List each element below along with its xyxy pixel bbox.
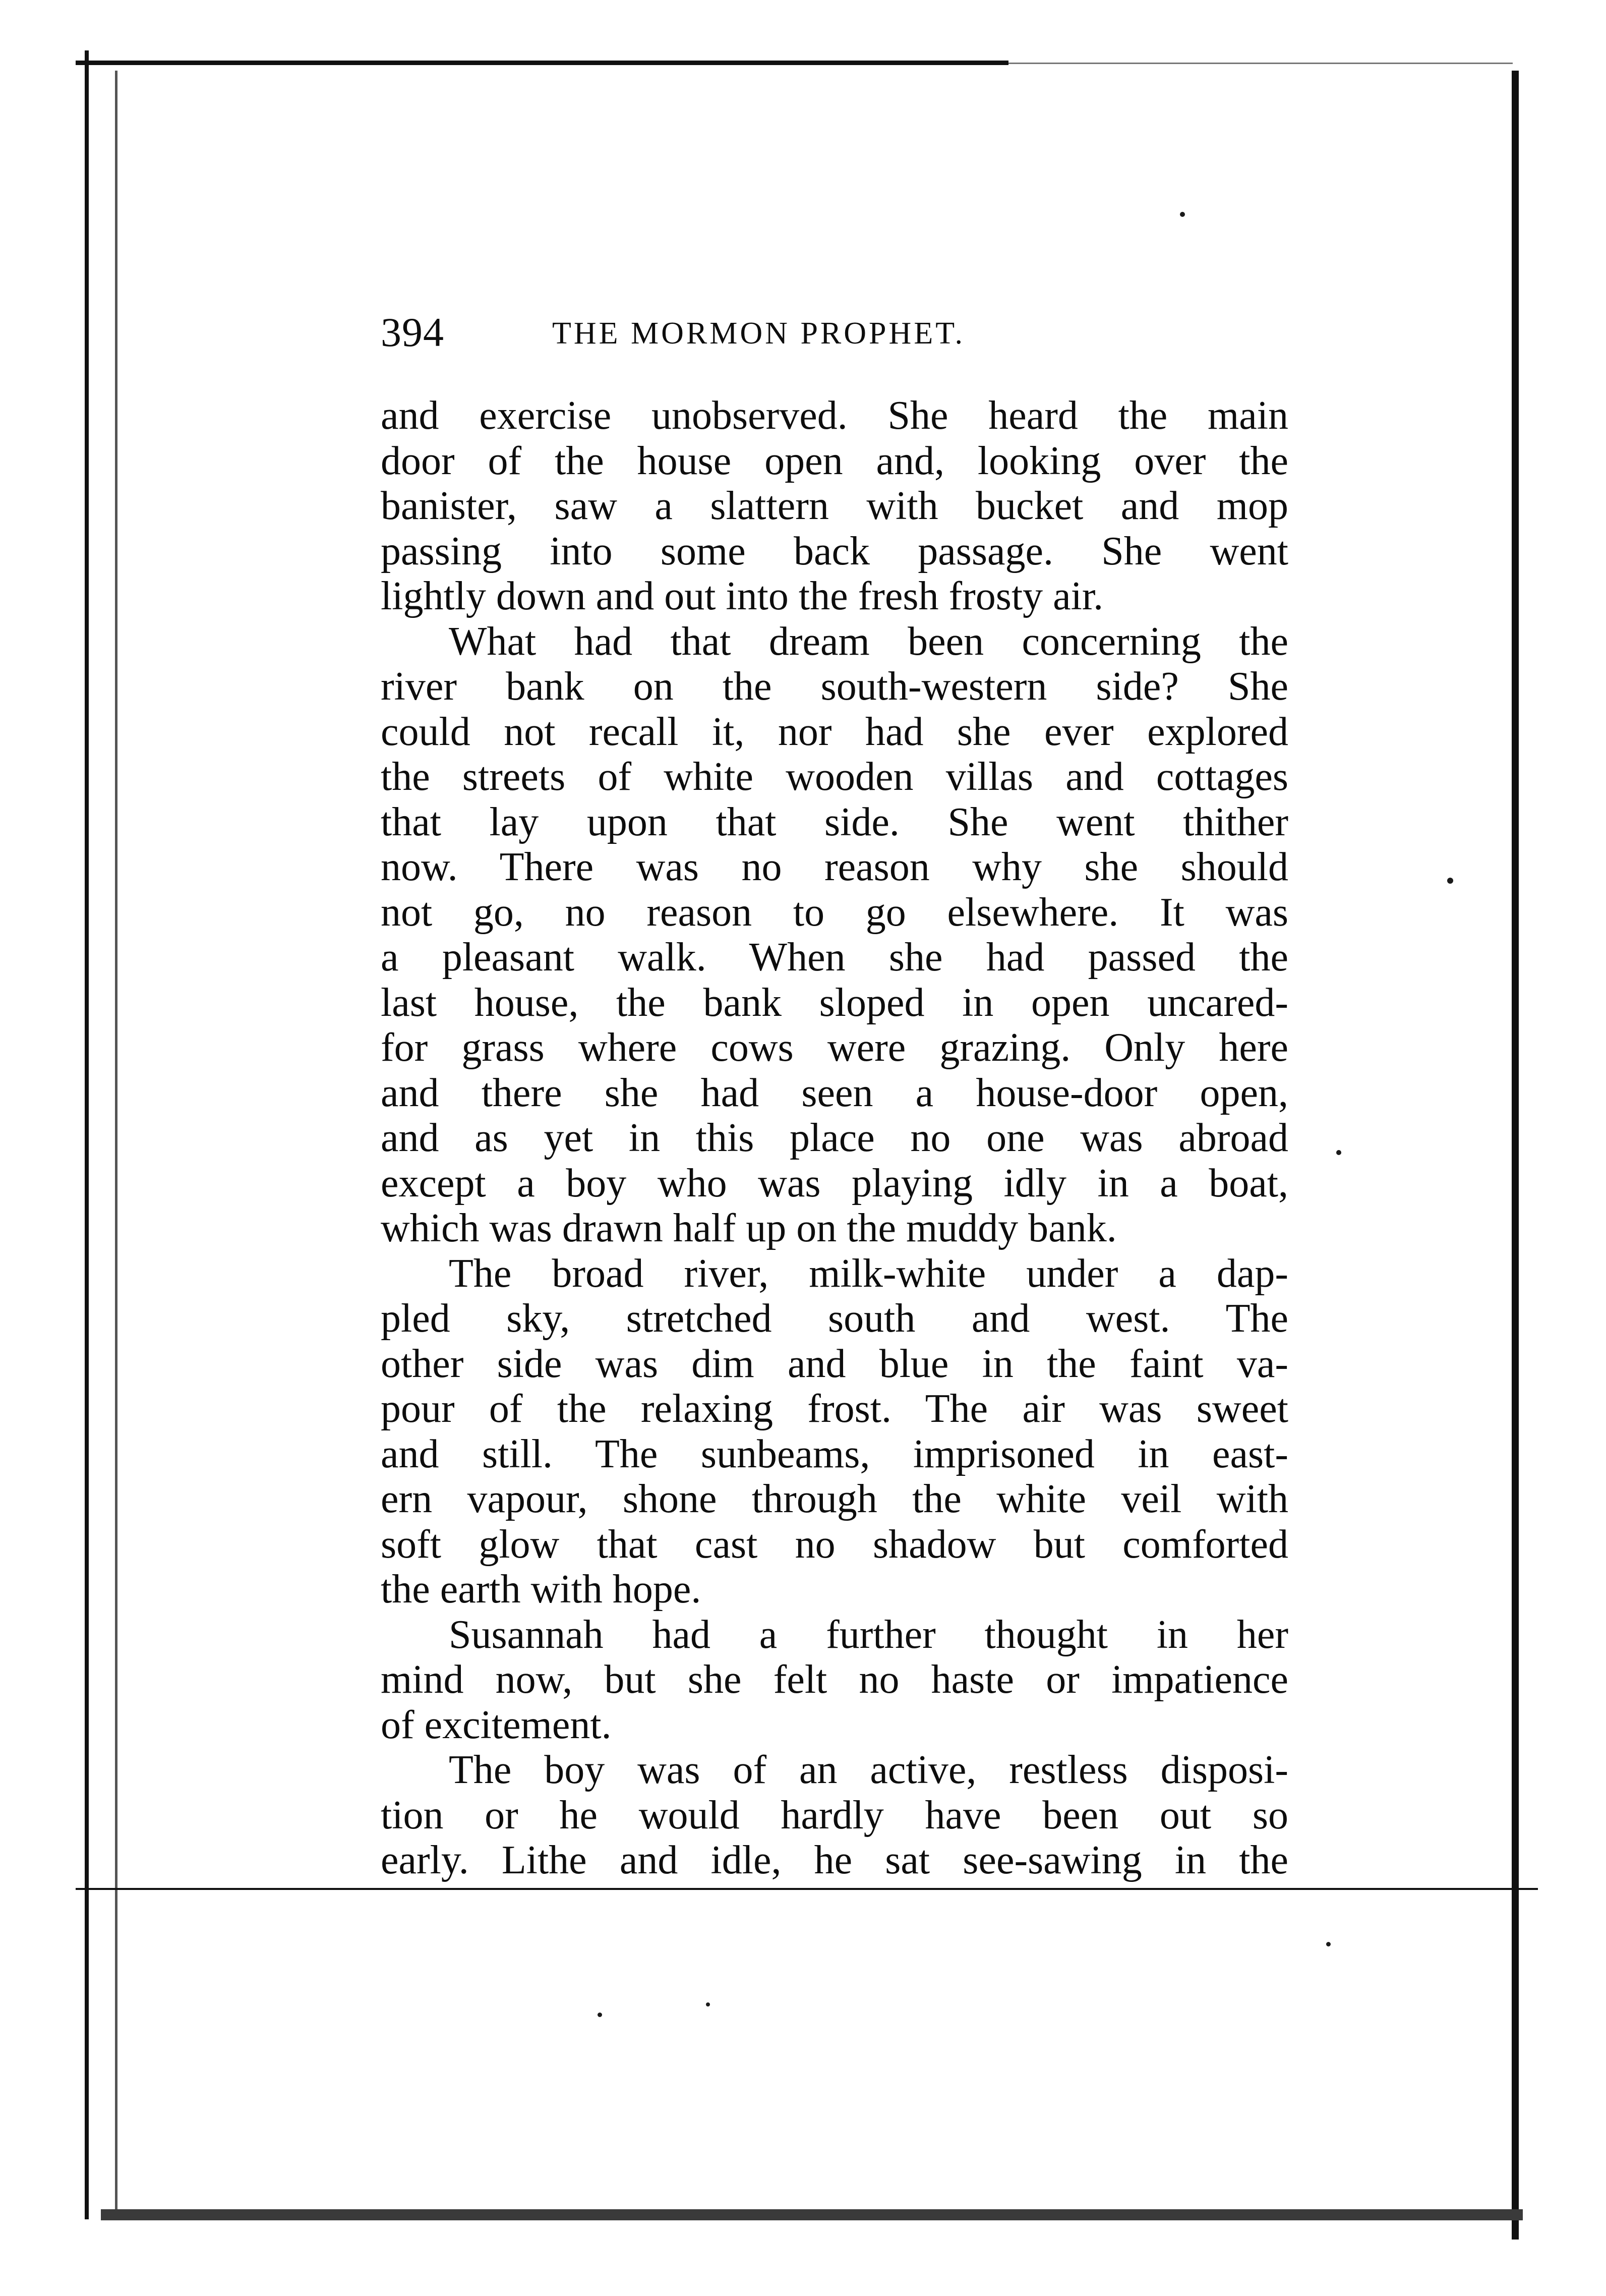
text-line: the streets of white wooden villas and cottages <box>381 755 1288 799</box>
text-line: the earth with hope. <box>381 1567 701 1612</box>
text-line: tion or he would hardly have been out so <box>381 1793 1288 1838</box>
text-line: a pleasant walk. When she had passed the <box>381 935 1288 980</box>
text-line: of excitement. <box>381 1702 612 1747</box>
running-head: THE MORMON PROPHET. <box>552 316 965 351</box>
text-line: for grass where cows were grazing. Only here <box>381 1025 1288 1070</box>
text-line: pour of the relaxing frost. The air was sweet <box>381 1387 1288 1431</box>
text-line: last house, the bank sloped in open uncared- <box>381 980 1288 1025</box>
left-border-line <box>85 50 89 2219</box>
text-line: that lay upon that side. She went thither <box>381 799 1288 844</box>
scan-speck <box>1336 1150 1341 1155</box>
body-text <box>381 393 1288 1883</box>
text-line: river bank on the south-western side? She <box>381 664 1288 709</box>
scan-speck <box>1180 212 1185 217</box>
top-border-line-faint <box>1008 63 1513 64</box>
text-line: The broad river, milk-white under a dap- <box>449 1251 1288 1296</box>
text-line: soft glow that cast no shadow but comforted <box>381 1522 1288 1567</box>
text-line: other side was dim and blue in the faint va- <box>381 1341 1288 1386</box>
bottom-rule-line <box>76 1888 1538 1890</box>
text-line: and there she had seen a house-door open, <box>381 1070 1288 1115</box>
text-line: could not recall it, nor had she ever explored <box>381 709 1288 754</box>
text-line: door of the house open and, looking over the <box>381 438 1288 483</box>
text-line: Susannah had a further thought in her <box>449 1612 1288 1657</box>
text-line: pled sky, stretched south and west. The <box>381 1296 1288 1341</box>
text-line: banister, saw a slattern with bucket and mop <box>381 484 1288 528</box>
text-line: passing into some back passage. She went <box>381 529 1288 573</box>
text-line: What had that dream been concerning the <box>449 619 1288 664</box>
scan-speck <box>598 2013 602 2017</box>
scan-speck <box>706 2002 710 2006</box>
text-line: and as yet in this place no one was abroad <box>381 1116 1288 1160</box>
text-line: ern vapour, shone through the white veil with <box>381 1477 1288 1521</box>
page-header <box>381 309 1288 364</box>
text-line: mind now, but she felt no haste or impatience <box>381 1657 1288 1702</box>
left-border-line-2 <box>115 71 117 2214</box>
text-line: not go, no reason to go elsewhere. It was <box>381 890 1288 935</box>
text-line: except a boy who was playing idly in a boat, <box>381 1161 1288 1206</box>
text-line: lightly down and out into the fresh frosty air. <box>381 574 1104 618</box>
text-line: and exercise unobserved. She heard the main <box>381 393 1288 438</box>
scan-speck <box>1326 1942 1331 1946</box>
text-line: early. Lithe and idle, he sat see-sawing in the <box>381 1838 1288 1882</box>
bottom-border-noise <box>101 2209 1523 2220</box>
right-border-line <box>1512 71 1519 2240</box>
text-line: which was drawn half up on the muddy bank. <box>381 1206 1117 1250</box>
text-line: now. There was no reason why she should <box>381 845 1288 889</box>
top-border-line <box>76 61 1008 65</box>
scan-speck <box>1447 878 1453 884</box>
text-line: The boy was of an active, restless disposi- <box>449 1748 1288 1792</box>
page-number: 394 <box>381 309 444 355</box>
text-line: and still. The sunbeams, imprisoned in east- <box>381 1431 1288 1476</box>
